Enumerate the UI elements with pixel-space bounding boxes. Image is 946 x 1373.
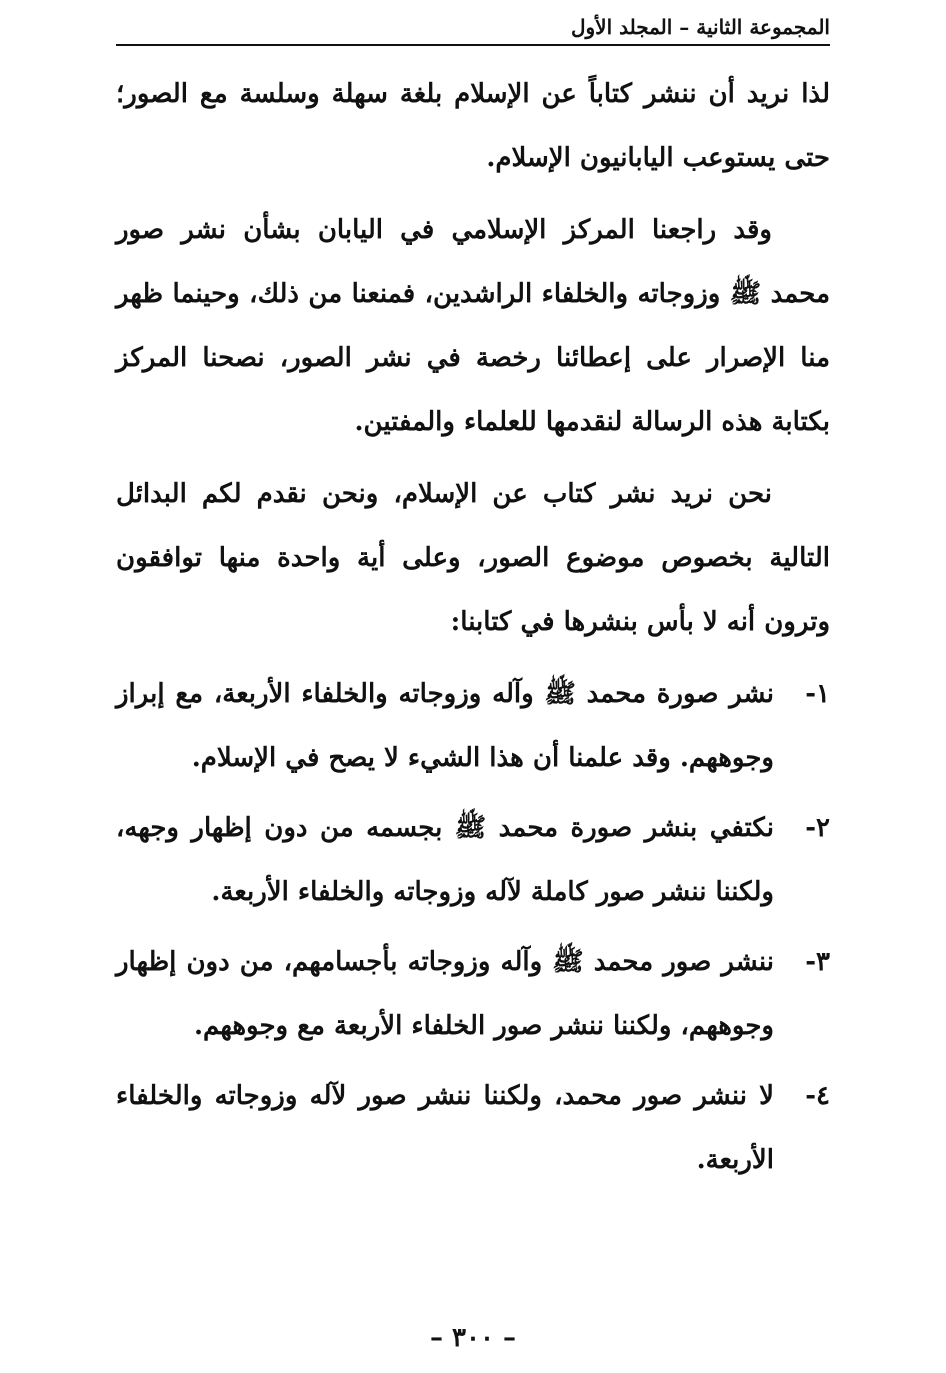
list-item-text: نشر صورة محمد ﷺ وآله وزوجاته والخلفاء الأربعة، مع إبراز وجوههم. وقد علمنا أن هذا الشيء لا يصح في الإسلام. [116, 679, 774, 773]
list-item-number: ١- [805, 679, 830, 709]
options-list [116, 662, 830, 1192]
running-header-title: المجموعة الثانية – المجلد الأول [565, 12, 830, 42]
body-text [116, 62, 830, 1198]
list-item-text: ننشر صور محمد ﷺ وآله وزوجاته بأجسامهم، من دون إظهار وجوههم، ولكننا ننشر صور الخلفاء الأربعة مع وجوههم. [116, 947, 774, 1041]
list-item [116, 796, 830, 924]
paragraph-alternatives: نحن نريد نشر كتاب عن الإسلام، ونحن نقدم لكم البدائل التالية بخصوص موضوع الصور، وعلى أية واحدة منها توافقون وترون أنه لا بأس بنشرها في كتابنا: [116, 479, 830, 637]
list-item-text: لا ننشر صور محمد، ولكننا ننشر صور لآله وزوجاته والخلفاء الأربعة. [116, 1081, 774, 1175]
list-item-text: نكتفي بنشر صورة محمد ﷺ بجسمه من دون إظهار وجهه، ولكننا ننشر صور كاملة لآله وزوجاته والخلفاء الأربعة. [116, 813, 774, 907]
running-header [116, 12, 830, 46]
header-rule [116, 44, 830, 46]
page-number: – ٣٠٠ – [429, 1323, 517, 1353]
list-item-number: ٤- [805, 1081, 830, 1111]
list-item [116, 1064, 830, 1192]
list-item [116, 930, 830, 1058]
paragraph-intro: لذا نريد أن ننشر كتاباً عن الإسلام بلغة سهلة وسلسة مع الصور؛ حتى يستوعب اليابانيون الإسلام. [116, 79, 830, 173]
list-item [116, 662, 830, 790]
list-item-number: ٢- [805, 813, 830, 843]
paragraph-islamic-center: وقد راجعنا المركز الإسلامي في اليابان بشأن نشر صور محمد ﷺ وزوجاته والخلفاء الراشدين، فمنعنا من ذلك، وحينما ظهر منا الإصرار على إعطائنا رخصة في نشر الصور، نصحنا المركز بكتابة هذه الرسالة لنقدمها للعلماء والمفتين. [116, 215, 830, 437]
list-item-number: ٣- [805, 947, 830, 977]
